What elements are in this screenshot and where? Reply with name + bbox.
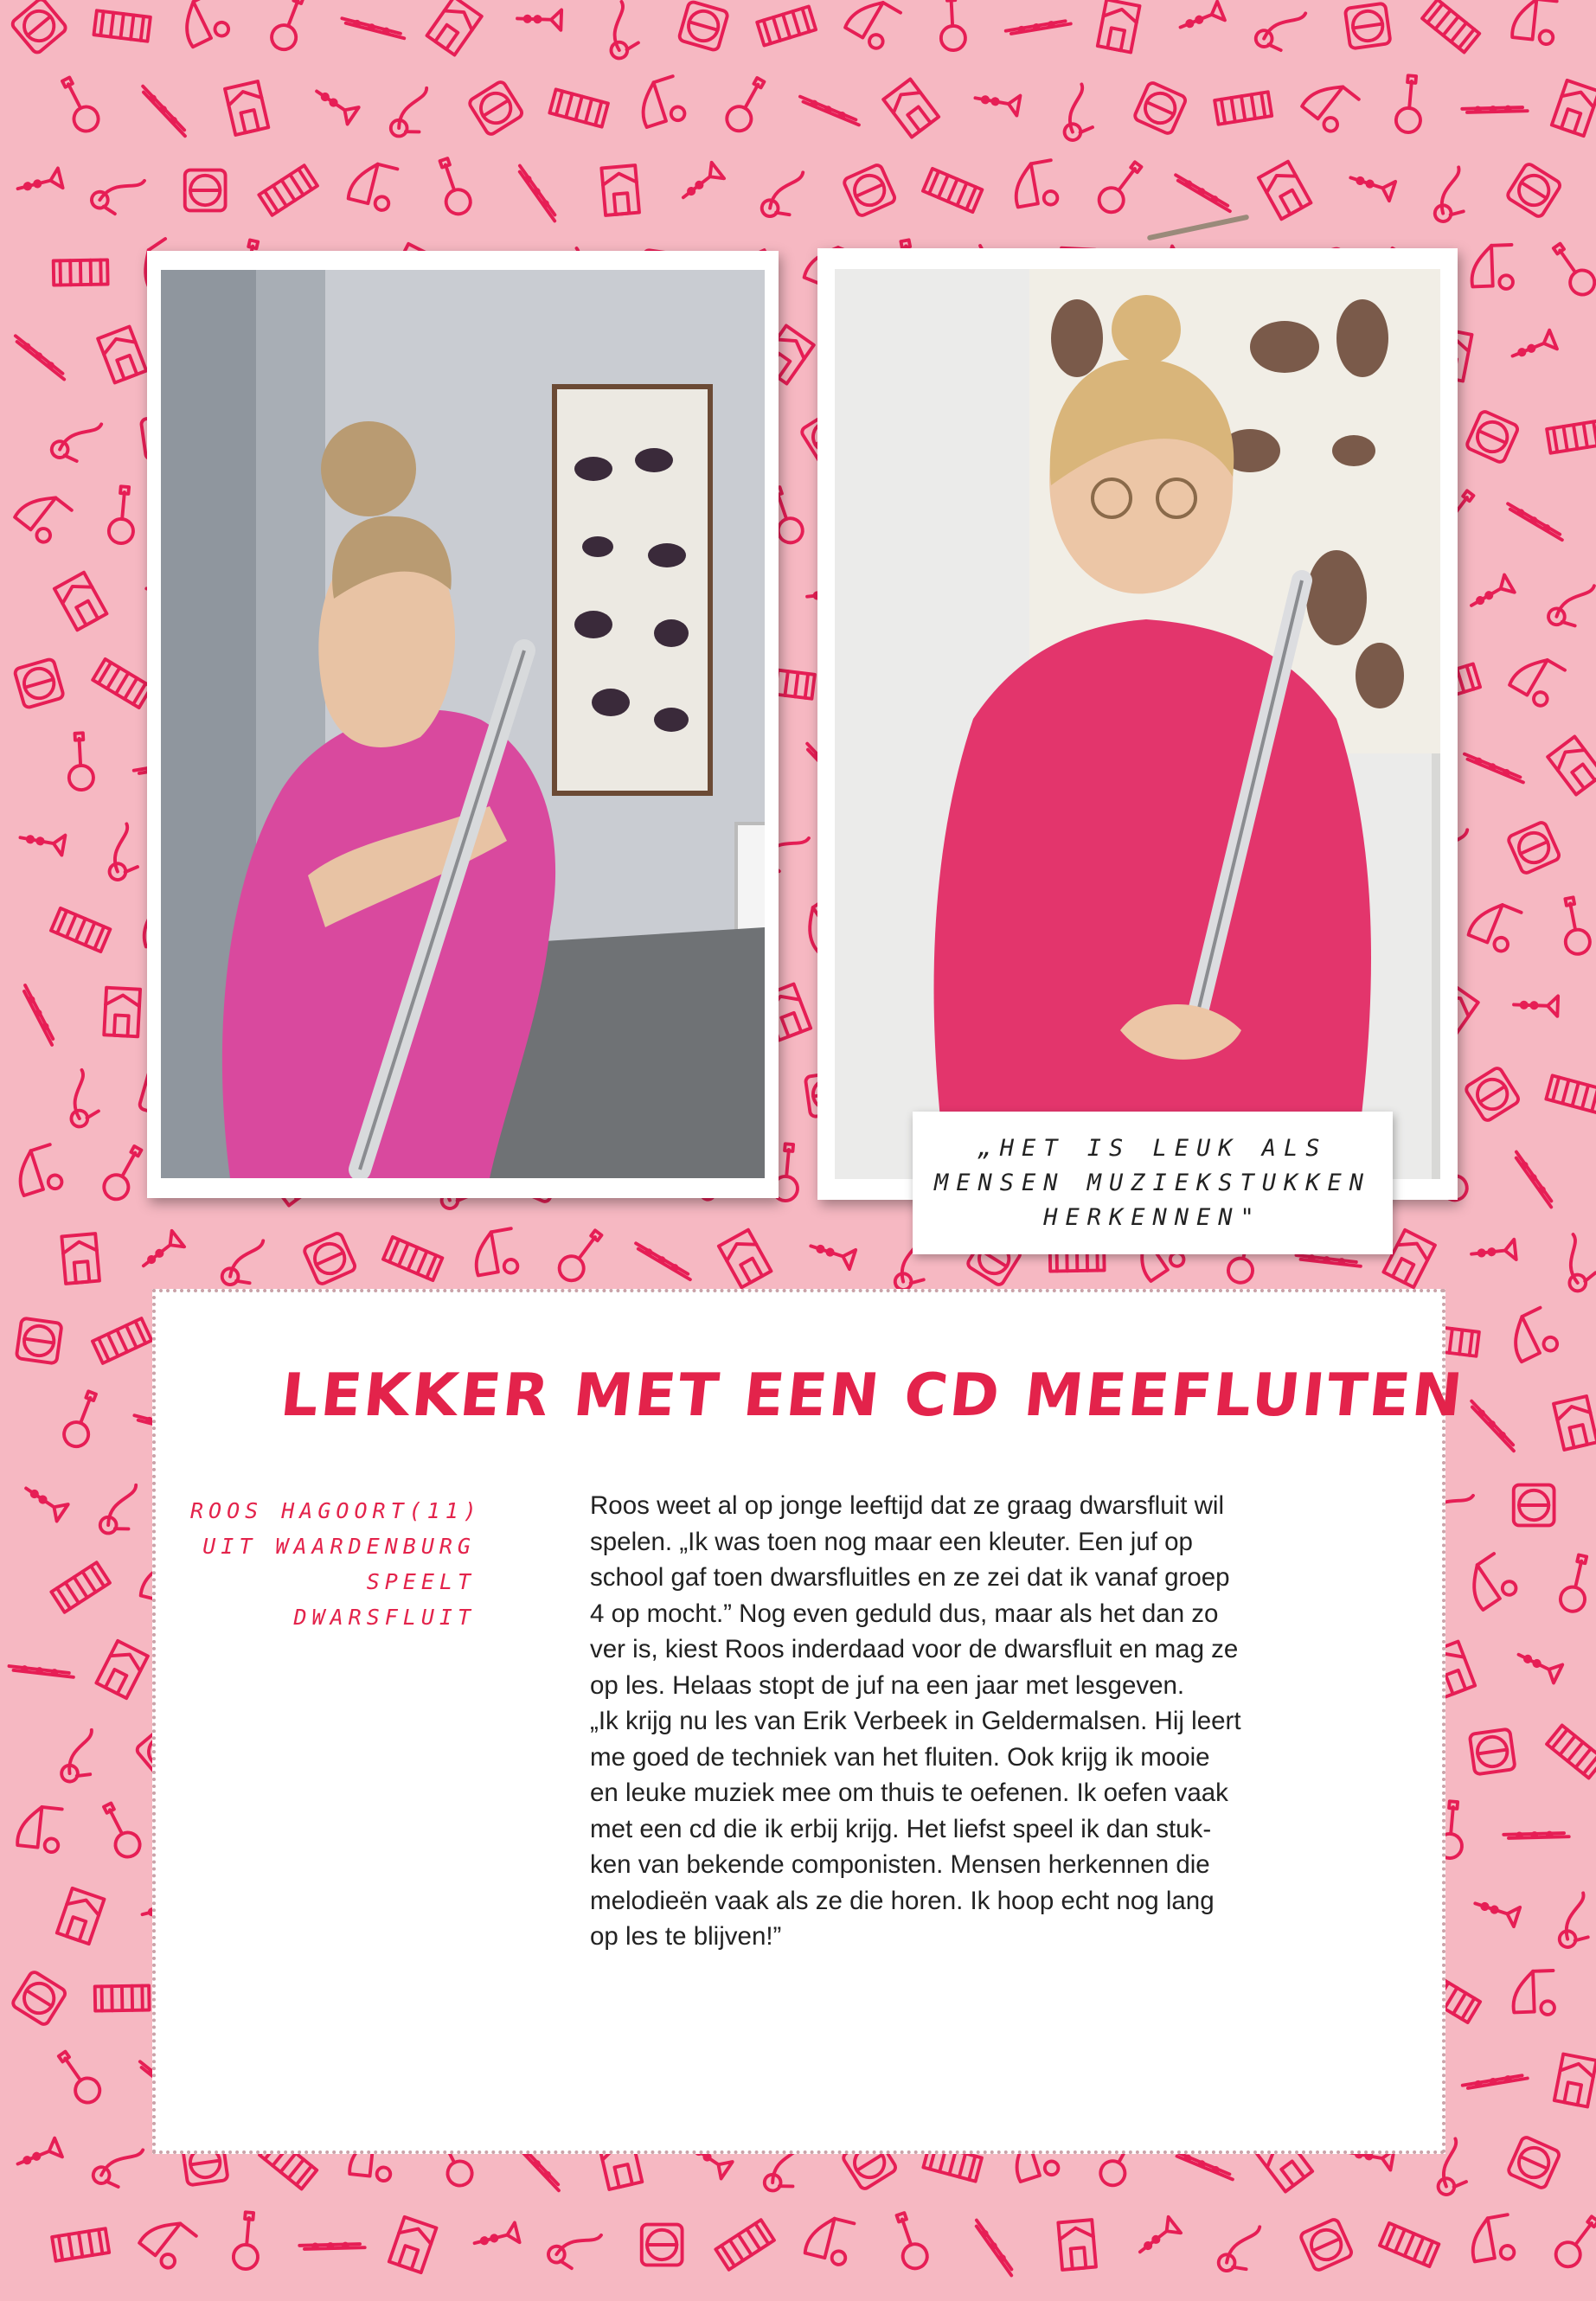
instrument-doodle [1253,0,1305,57]
instrument-doodle [433,156,474,217]
instrument-doodle [1503,1808,1568,1863]
instrument-doodle [67,733,93,791]
instrument-doodle [719,1230,772,1288]
instrument-doodle [233,2211,262,2270]
instrument-doodle [1466,574,1515,614]
instrument-doodle [1098,0,1140,53]
instrument-doodle [889,2210,931,2272]
instrument-doodle [137,2211,195,2271]
instrument-doodle [1547,239,1596,299]
instrument-doodle [961,2221,1026,2276]
instrument-doodle [1554,1396,1596,1450]
instrument-doodle [93,659,151,708]
instrument-doodle [1558,1553,1594,1613]
instrument-doodle [131,87,195,137]
instrument-doodle [12,485,71,545]
instrument-doodle [1547,420,1596,452]
instrument-doodle [1422,0,1479,53]
instrument-doodle [108,485,138,544]
instrument-doodle [1049,84,1100,143]
instrument-doodle [21,1480,68,1522]
instrument-doodle [554,1226,608,1285]
body-line: op les te blijven!” [590,1922,782,1951]
quote-text [928,1131,1378,1235]
instrument-doodle [138,1231,184,1274]
instrument-doodle [722,74,771,135]
body-line: melodieën vaak als ze die horen. Ik hoop echt nog lang [590,1886,1215,1915]
instrument-doodle [57,1730,98,1783]
instrument-doodle [1503,1308,1560,1365]
instrument-doodle [52,2047,105,2107]
instrument-doodle [1551,2212,1596,2272]
body-line: Roos weet al op jonge leeftijd dat ze graag dwarsfluit wil [590,1491,1224,1520]
instrument-doodle [391,87,427,137]
instrument-doodle [93,10,150,41]
instrument-doodle [1094,157,1148,217]
instrument-doodle [54,260,108,285]
instrument-doodle [939,0,965,51]
instrument-doodle [1395,74,1425,133]
instrument-doodle [800,93,859,129]
instrument-doodle [973,88,1020,116]
instrument-doodle [1348,168,1395,201]
body-line: ver is, kiest Roos inderdaad voor de dwarsfluit en mag ze [590,1635,1239,1663]
instrument-doodle [88,162,144,221]
instrument-doodle [1508,650,1565,708]
instrument-doodle [1507,821,1561,875]
instrument-doodle [1467,2214,1515,2265]
instrument-doodle [1546,1075,1596,1112]
instrument-doodle [221,1235,263,1289]
instrument-doodle [634,76,687,131]
body-line: „Ik krijg nu les van Erik Verbeek in Geldermalsen. Hij leert [590,1707,1241,1735]
instrument-doodle [49,409,101,468]
instrument-doodle [383,1237,442,1280]
instrument-doodle [6,985,71,1045]
instrument-doodle [1259,162,1311,220]
instrument-doodle [1215,92,1272,124]
instrument-doodle [883,79,939,137]
instrument-doodle [601,165,639,215]
instrument-doodle [268,0,311,53]
instrument-doodle [1506,163,1561,218]
instrument-doodle [760,167,803,221]
instrument-doodle [1462,82,1527,138]
instrument-doodle [1380,2223,1439,2266]
quote-line: HERKENNEN" [1043,1203,1262,1231]
instrument-doodle [1463,2052,1528,2112]
instrument-doodle [18,828,65,856]
instrument-doodle [1465,1067,1520,1122]
instrument-doodle [1547,1725,1596,1778]
instrument-doodle [1472,1894,1520,1926]
instrument-doodle [471,1228,518,1279]
instrument-doodle [757,6,816,45]
instrument-doodle [10,1647,74,1697]
instrument-doodle [1425,167,1471,223]
body-line: spelen. „Ik was toen nog maar een kleuter. Een juf op [590,1527,1193,1556]
instrument-doodle [99,1142,148,1203]
instrument-doodle [1471,1240,1516,1265]
instrument-doodle [1176,2,1225,37]
instrument-doodle [51,1562,110,1612]
instrument-doodle [1465,750,1523,786]
girl-playing-flute-photo [161,270,765,1178]
instrument-doodle [517,9,561,30]
article-headline: LEKKER MET EEN CD MEEFLUITEN [277,1362,1468,1430]
instrument-doodle [91,2135,143,2194]
quote-line: „HET IS LEUK ALS [977,1134,1328,1162]
instrument-doodle [342,7,404,50]
instrument-doodle [468,80,523,136]
instrument-doodle [1514,995,1558,1016]
instrument-doodle [311,83,359,125]
instrument-doodle [1546,1234,1596,1294]
instrument-doodle [678,1,728,51]
instrument-doodle [57,1888,105,1944]
instrument-doodle [808,1236,856,1269]
instrument-doodle [100,1484,137,1534]
instrument-doodle [1554,2054,1596,2106]
instrument-doodle [55,74,103,135]
instrument-doodle [1549,1893,1596,1949]
body-line: me goed de techniek van het fluiten. Ook krijg ik mooie [590,1742,1210,1772]
instrument-doodle [1470,1729,1516,1775]
article-byline [190,1493,482,1635]
photo-frame-left [147,251,779,1198]
instrument-doodle [389,2217,437,2272]
instrument-doodle [592,2,647,61]
instrument-doodle [1058,2220,1096,2270]
instrument-doodle [1299,2218,1353,2272]
instrument-doodle [299,2219,364,2274]
instrument-doodle [16,1804,61,1852]
instrument-doodle [1467,897,1522,953]
instrument-doodle [1299,74,1358,134]
instrument-doodle [61,1234,99,1284]
body-line: school gaf toen dwarsfluitles en ze zei dat ik vanaf groep [590,1563,1230,1592]
instrument-doodle [677,163,724,206]
instrument-doodle [16,1318,62,1364]
instrument-doodle [549,89,608,126]
article-body [590,1488,1377,1955]
instrument-doodle [1514,1485,1554,1526]
instrument-doodle [97,1799,144,1861]
instrument-doodle [1512,1971,1554,2016]
instrument-doodle [843,163,896,217]
instrument-doodle [51,908,110,952]
instrument-doodle [1507,2136,1561,2189]
instrument-doodle [1174,175,1233,211]
byline-line: SPEELT [366,1569,476,1594]
instrument-doodle [472,2222,520,2253]
instrument-doodle [1514,1645,1562,1682]
instrument-doodle [843,0,901,51]
instrument-doodle [54,573,107,631]
instrument-doodle [1506,503,1565,540]
instrument-doodle [923,169,982,212]
instrument-doodle [1471,245,1513,290]
instrument-doodle [1501,1152,1566,1208]
instrument-doodle [804,2214,854,2266]
article-box [152,1289,1468,2154]
instrument-doodle [175,0,231,50]
instrument-doodle [95,1985,150,2010]
instrument-doodle [1133,81,1187,135]
instrument-doodle [98,327,146,383]
body-line: met een cd die ik erbij krijg. Het liefst speel ik dan stuk- [590,1814,1212,1843]
instrument-doodle [1010,160,1058,210]
instrument-doodle [303,1232,356,1285]
body-line: 4 op mocht.” Nog even geduld dus, maar als het dan zo [590,1599,1219,1628]
instrument-doodle [52,2228,109,2260]
instrument-doodle [715,2220,774,2270]
instrument-doodle [11,1971,67,2026]
instrument-doodle [642,2225,683,2266]
instrument-doodle [1134,2217,1181,2260]
instrument-doodle [1547,575,1594,632]
instrument-doodle [545,2216,601,2276]
photo-frame-right [817,248,1458,1200]
instrument-doodle [93,1318,151,1363]
instrument-doodle [1217,2221,1259,2275]
byline-line: UIT WAARDENBURG [202,1534,476,1559]
quote-line: MENSEN MUZIEKSTUKKEN [933,1169,1372,1196]
byline-line: DWARSFLUIT [293,1605,476,1630]
instrument-doodle [1460,1401,1524,1452]
instrument-doodle [1345,3,1391,49]
instrument-doodle [52,1070,107,1130]
instrument-doodle [504,166,569,221]
instrument-doodle [1557,896,1592,957]
instrument-doodle [259,165,317,215]
instrument-doodle [10,0,67,54]
body-line: en leuke muziek mee om thuis te oefenen. Ik oefen vaak [590,1779,1228,1807]
instrument-doodle [104,988,140,1037]
instrument-doodle [225,81,268,135]
instrument-doodle [1509,330,1557,366]
instrument-doodle [1006,0,1071,57]
instrument-doodle [11,1144,64,1199]
instrument-doodle [1548,736,1596,794]
instrument-doodle [94,824,145,882]
instrument-doodle [96,1641,148,1698]
instrument-doodle [14,2138,62,2174]
instrument-doodle [14,658,64,708]
byline-line: ROOS HAGOORT(11) [190,1498,482,1523]
instrument-doodle [185,170,226,211]
body-line: ken van bekende componisten. Mensen herkennen die [590,1850,1210,1879]
instrument-doodle [1552,80,1596,136]
body-line: op les. Helaas stopt de juf na een jaar met lesgeven. [590,1670,1185,1700]
instrument-doodle [634,1243,693,1279]
quote-card [913,1112,1393,1254]
instrument-doodle [427,0,482,55]
instrument-doodle [9,336,71,379]
girl-holding-flute-photo [835,269,1440,1179]
instrument-doodle [1460,1554,1519,1612]
instrument-doodle [347,159,397,212]
instrument-doodle [1465,410,1519,464]
instrument-doodle [16,168,63,198]
instrument-doodle [61,1388,104,1450]
instrument-doodle [1511,0,1556,45]
